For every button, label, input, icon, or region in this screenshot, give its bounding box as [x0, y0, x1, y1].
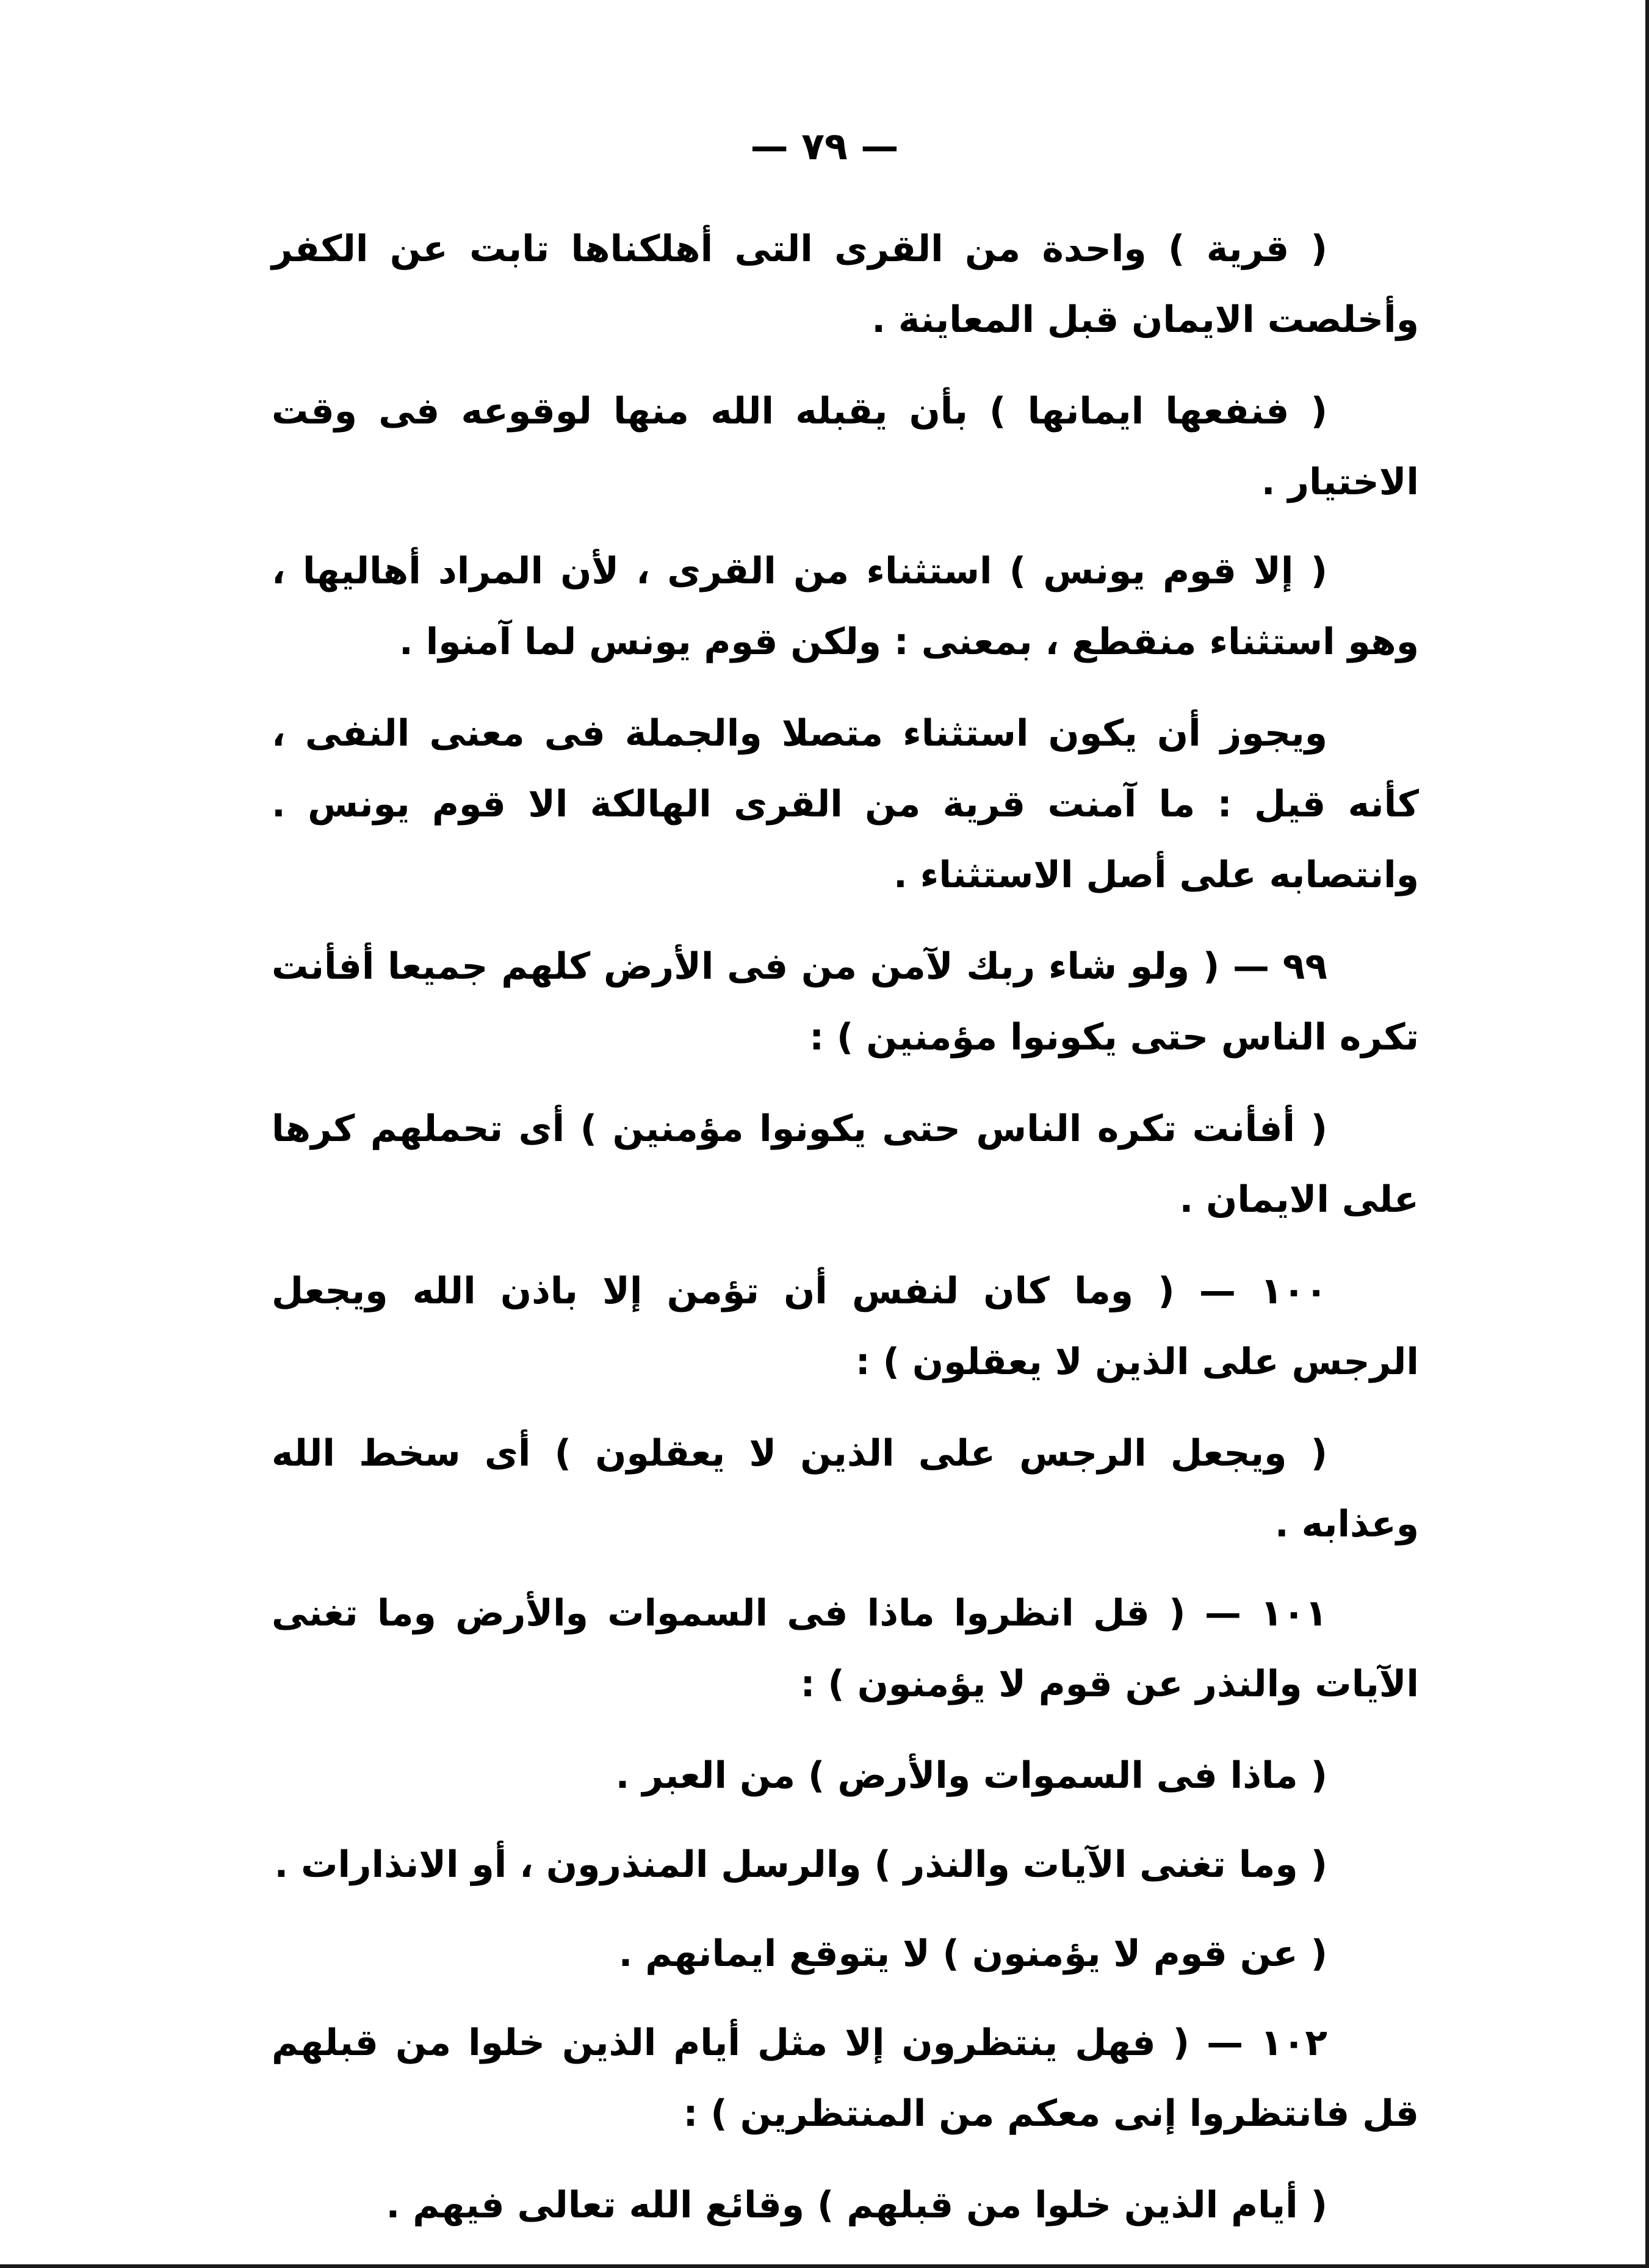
paragraph-12: ( عن قوم لا يؤمنون ) لا يتوقع ايمانهم . [618, 1932, 1327, 1975]
verse-99: ٩٩ — ( ولو شاء ربك لآمن من فى الأرض كلهم جميعا أفأنت تكره الناس حتى يكونوا مؤمنين ) : [272, 945, 1419, 1059]
paragraph-6: ( أفأنت تكره الناس حتى يكونوا مؤمنين ) أى تحملهم كرها على الايمان . [272, 1107, 1419, 1221]
paragraph-10: ( ماذا فى السموات والأرض ) من العبر . [615, 1754, 1327, 1797]
scan-border-right [1645, 0, 1649, 2268]
paragraph-14: ( أيام الذين خلوا من قبلهم ) وقائع الله تعالى فيهم . [386, 2184, 1327, 2227]
scan-border-bottom [0, 2264, 1649, 2268]
paragraph-2: ( فنفعها ايمانها ) بأن يقبله الله منها لوقوعه فى وقت الاختيار . [272, 390, 1419, 503]
page-body [272, 214, 1419, 2259]
verse-102: ١٠٢ — ( فهل ينتظرون إلا مثل أيام الذين خلوا من قبلهم قل فانتظروا إنى معكم من المنتظرين ) : [272, 2021, 1419, 2135]
paragraph-11: ( وما تغنى الآيات والنذر ) والرسل المنذرون ، أو الانذارات . [274, 1843, 1327, 1886]
paragraph-3: ( إلا قوم يونس ) استثناء من القرى ، لأن المراد أهاليها ، وهو استثناء منقطع ، بمعنى : ولكن قوم يونس لما آمنوا . [272, 550, 1419, 663]
paragraph-1: ( قرية ) واحدة من القرى التى أهلكناها تابت عن الكفر وأخلصت الايمان قبل المعاينة . [272, 228, 1419, 341]
verse-100: ١٠٠ — ( وما كان لنفس أن تؤمن إلا باذن الله ويجعل الرجس على الذين لا يعقلون ) : [272, 1270, 1419, 1383]
verse-101: ١٠١ — ( قل انظروا ماذا فى السموات والأرض وما تغنى الآيات والنذر عن قوم لا يؤمنون ) : [272, 1592, 1419, 1705]
page-number: — ٧٩ — [750, 124, 899, 168]
paragraph-8: ( ويجعل الرجس على الذين لا يعقلون ) أى سخط الله وعذابه . [272, 1432, 1419, 1546]
paragraph-4: ويجوز أن يكون استثناء متصلا والجملة فى معنى النفى ، كأنه قيل : ما آمنت قرية من القرى الهالكة الا قوم يونس . وانتصابه على أصل الاستثناء . [272, 712, 1419, 896]
